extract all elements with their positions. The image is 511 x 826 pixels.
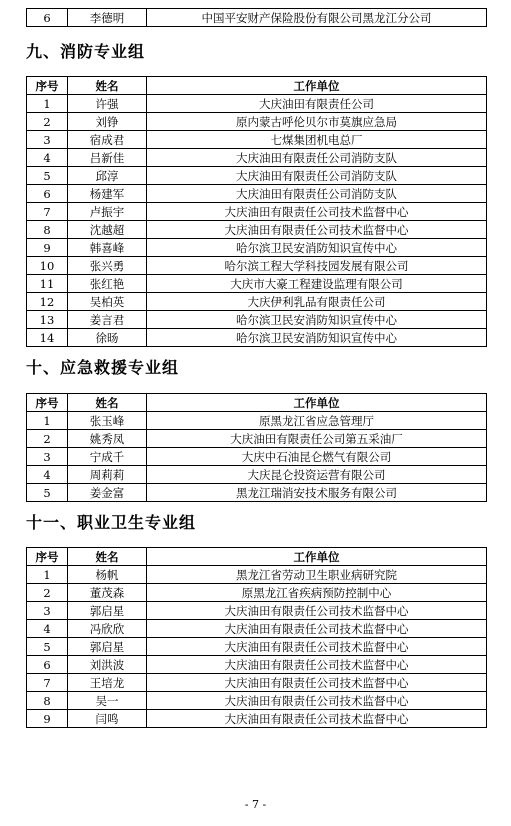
work-unit: 哈尔滨卫民安消防知识宣传中心 xyxy=(147,239,487,257)
occupational-health-table xyxy=(26,547,487,728)
row-number: 2 xyxy=(27,430,68,448)
fire-group-table xyxy=(26,76,487,347)
table-row xyxy=(27,584,487,602)
person-name: 王培龙 xyxy=(68,674,147,692)
work-unit: 黑龙江瑞消安技术服务有限公司 xyxy=(147,484,487,502)
table-row xyxy=(27,203,487,221)
row-number: 1 xyxy=(27,412,68,430)
row-number: 9 xyxy=(27,239,68,257)
person-name: 许强 xyxy=(68,95,147,113)
person-name: 沈越超 xyxy=(68,221,147,239)
work-unit: 大庆油田有限责任公司技术监督中心 xyxy=(147,674,487,692)
work-unit: 哈尔滨卫民安消防知识宣传中心 xyxy=(147,311,487,329)
table-row xyxy=(27,113,487,131)
header-name: 姓名 xyxy=(68,77,147,95)
row-number: 1 xyxy=(27,566,68,584)
header-work-unit: 工作单位 xyxy=(147,77,487,95)
header-number: 序号 xyxy=(27,394,68,412)
table-row xyxy=(27,131,487,149)
page-number: - 7 - xyxy=(244,798,267,811)
table-row xyxy=(27,185,487,203)
work-unit: 大庆油田有限责任公司技术监督中心 xyxy=(147,221,487,239)
row-number: 4 xyxy=(27,466,68,484)
work-unit: 大庆油田有限责任公司第五采油厂 xyxy=(147,430,487,448)
work-unit: 大庆油田有限责任公司技术监督中心 xyxy=(147,638,487,656)
row-number: 11 xyxy=(27,275,68,293)
row-number: 9 xyxy=(27,710,68,728)
table-row xyxy=(27,484,487,502)
header-number: 序号 xyxy=(27,77,68,95)
person-name: 宿成君 xyxy=(68,131,147,149)
table-row xyxy=(27,95,487,113)
row-number: 1 xyxy=(27,95,68,113)
table-row xyxy=(27,466,487,484)
table-row xyxy=(27,430,487,448)
row-number: 6 xyxy=(27,656,68,674)
work-unit: 中国平安财产保险股份有限公司黑龙江分公司 xyxy=(147,9,487,27)
row-number: 6 xyxy=(27,9,68,27)
work-unit: 大庆市大豪工程建设监理有限公司 xyxy=(147,275,487,293)
work-unit: 大庆油田有限责任公司技术监督中心 xyxy=(147,710,487,728)
row-number: 8 xyxy=(27,692,68,710)
row-number: 14 xyxy=(27,329,68,347)
person-name: 张玉峰 xyxy=(68,412,147,430)
table-row xyxy=(27,620,487,638)
table-row xyxy=(27,167,487,185)
person-name: 吕新佳 xyxy=(68,149,147,167)
row-number: 3 xyxy=(27,602,68,620)
person-name: 吴柏英 xyxy=(68,293,147,311)
table-row xyxy=(27,656,487,674)
person-name: 姜言君 xyxy=(68,311,147,329)
table-row xyxy=(27,239,487,257)
work-unit: 大庆油田有限责任公司消防支队 xyxy=(147,185,487,203)
table-row xyxy=(27,329,487,347)
person-name: 李德明 xyxy=(68,9,147,27)
work-unit: 大庆油田有限责任公司消防支队 xyxy=(147,167,487,185)
table-row xyxy=(27,448,487,466)
person-name: 卢振宇 xyxy=(68,203,147,221)
header-name: 姓名 xyxy=(68,394,147,412)
work-unit: 原黑龙江省疾病预防控制中心 xyxy=(147,584,487,602)
table-header-row xyxy=(27,77,487,95)
table-row xyxy=(27,311,487,329)
table-row xyxy=(27,275,487,293)
section-title-fire: 九、消防专业组 xyxy=(26,42,146,61)
person-name: 张红艳 xyxy=(68,275,147,293)
table-row xyxy=(27,566,487,584)
row-number: 5 xyxy=(27,484,68,502)
work-unit: 原黑龙江省应急管理厅 xyxy=(147,412,487,430)
person-name: 周莉莉 xyxy=(68,466,147,484)
table-row xyxy=(27,412,487,430)
table-row xyxy=(27,293,487,311)
person-name: 徐旸 xyxy=(68,329,147,347)
table-header-row xyxy=(27,394,487,412)
person-name: 董茂森 xyxy=(68,584,147,602)
person-name: 姜金富 xyxy=(68,484,147,502)
table-row xyxy=(27,149,487,167)
person-name: 刘洪波 xyxy=(68,656,147,674)
person-name: 杨建军 xyxy=(68,185,147,203)
person-name: 姚秀凤 xyxy=(68,430,147,448)
person-name: 刘铮 xyxy=(68,113,147,131)
row-number: 8 xyxy=(27,221,68,239)
person-name: 郭启星 xyxy=(68,638,147,656)
person-name: 冯欣欣 xyxy=(68,620,147,638)
work-unit: 哈尔滨卫民安消防知识宣传中心 xyxy=(147,329,487,347)
table-row xyxy=(27,9,487,27)
person-name: 韩喜峰 xyxy=(68,239,147,257)
work-unit: 七煤集团机电总厂 xyxy=(147,131,487,149)
table-row xyxy=(27,710,487,728)
table-row xyxy=(27,692,487,710)
work-unit: 大庆油田有限责任公司技术监督中心 xyxy=(147,692,487,710)
header-name: 姓名 xyxy=(68,548,147,566)
work-unit: 大庆油田有限责任公司技术监督中心 xyxy=(147,656,487,674)
person-name: 宁成千 xyxy=(68,448,147,466)
continued-table xyxy=(26,8,487,27)
person-name: 邱淳 xyxy=(68,167,147,185)
row-number: 3 xyxy=(27,131,68,149)
row-number: 6 xyxy=(27,185,68,203)
header-work-unit: 工作单位 xyxy=(147,394,487,412)
work-unit: 大庆油田有限责任公司技术监督中心 xyxy=(147,602,487,620)
table-row xyxy=(27,221,487,239)
table-row xyxy=(27,638,487,656)
work-unit: 大庆油田有限责任公司技术监督中心 xyxy=(147,203,487,221)
rescue-group-table xyxy=(26,393,487,502)
person-name: 郭启星 xyxy=(68,602,147,620)
table-header-row xyxy=(27,548,487,566)
row-number: 4 xyxy=(27,620,68,638)
work-unit: 黑龙江省劳动卫生职业病研究院 xyxy=(147,566,487,584)
table-row xyxy=(27,257,487,275)
section-title-rescue: 十、应急救援专业组 xyxy=(26,358,180,377)
work-unit: 大庆油田有限责任公司消防支队 xyxy=(147,149,487,167)
work-unit: 大庆中石油昆仑燃气有限公司 xyxy=(147,448,487,466)
person-name: 杨帆 xyxy=(68,566,147,584)
row-number: 5 xyxy=(27,167,68,185)
work-unit: 大庆伊利乳品有限责任公司 xyxy=(147,293,487,311)
row-number: 4 xyxy=(27,149,68,167)
row-number: 13 xyxy=(27,311,68,329)
work-unit: 大庆昆仑投资运营有限公司 xyxy=(147,466,487,484)
work-unit: 哈尔滨工程大学科技园发展有限公司 xyxy=(147,257,487,275)
work-unit: 大庆油田有限责任公司 xyxy=(147,95,487,113)
row-number: 7 xyxy=(27,203,68,221)
person-name: 闫鸣 xyxy=(68,710,147,728)
work-unit: 大庆油田有限责任公司技术监督中心 xyxy=(147,620,487,638)
row-number: 2 xyxy=(27,584,68,602)
table-row xyxy=(27,602,487,620)
row-number: 3 xyxy=(27,448,68,466)
row-number: 10 xyxy=(27,257,68,275)
person-name: 吴一 xyxy=(68,692,147,710)
work-unit: 原内蒙古呼伦贝尔市莫旗应急局 xyxy=(147,113,487,131)
table-row xyxy=(27,674,487,692)
row-number: 12 xyxy=(27,293,68,311)
row-number: 5 xyxy=(27,638,68,656)
row-number: 2 xyxy=(27,113,68,131)
person-name: 张兴勇 xyxy=(68,257,147,275)
header-number: 序号 xyxy=(27,548,68,566)
section-title-occupational-health: 十一、职业卫生专业组 xyxy=(26,513,197,532)
header-work-unit: 工作单位 xyxy=(147,548,487,566)
row-number: 7 xyxy=(27,674,68,692)
